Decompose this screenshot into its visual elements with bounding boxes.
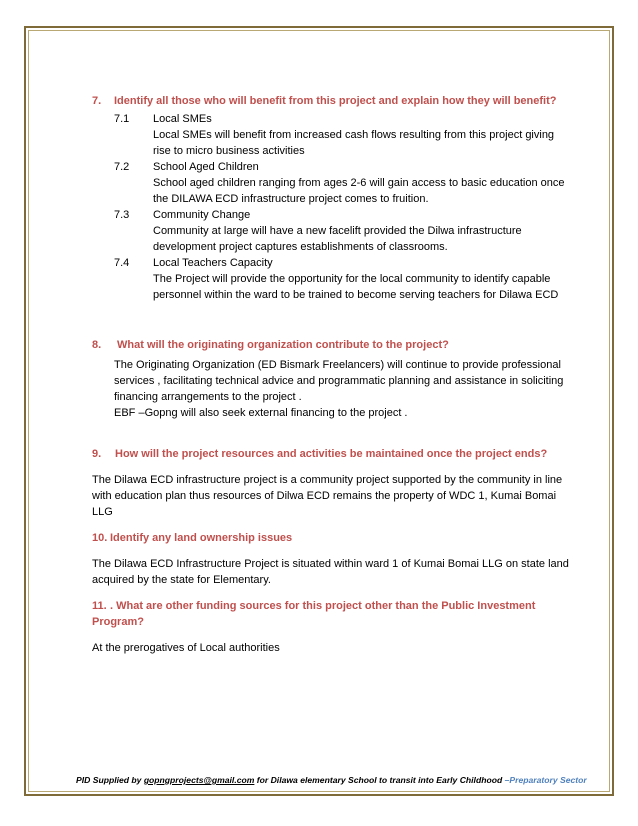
question-8-heading [92, 337, 572, 353]
question-number: 7. [92, 95, 102, 107]
question-9-answer: The Dilawa ECD infrastructure project is a community project supported by the community in line with education plan thus resources of Dilwa ECD remains the property of WDC 1, Kumai Bomai LLG [92, 474, 563, 518]
page-footer [76, 774, 587, 786]
question-title: . What are other funding sources for this project other than the Public Investment Program? [92, 600, 536, 628]
footer-prefix: PID Supplied by [76, 775, 144, 785]
item-text: School aged children ranging from ages 2-6 will gain access to basic education once the DILAWA ECD infrastructure project comes to fruition. [153, 177, 565, 205]
item-text: Local SMEs will benefit from increased cash flows resulting from this project giving rise to micro business activities [153, 129, 555, 157]
list-item [114, 207, 572, 255]
answer-text: EBF –Gopng will also seek external financing to the project . [114, 407, 408, 419]
footer-highlight: –Preparatory Sector [504, 775, 587, 785]
question-10-heading [92, 530, 572, 546]
item-text: Community at large will have a new facelift provided the Dilwa infrastructure development project captures establishments of classrooms. [153, 225, 522, 253]
item-number: 7.2 [114, 161, 130, 173]
question-11-answer: At the prerogatives of Local authorities [92, 642, 280, 654]
item-title: Local SMEs [153, 113, 212, 125]
item-title: School Aged Children [153, 161, 259, 173]
list-item [114, 255, 572, 303]
item-title: Community Change [153, 209, 251, 221]
question-7-heading [92, 93, 572, 109]
question-9-heading [92, 446, 572, 462]
item-number: 7.4 [114, 257, 130, 269]
item-number: 7.3 [114, 209, 130, 221]
item-text: The Project will provide the opportunity for the local community to identify capable personnel within the ward to be trained to become serving teachers for Dilawa ECD [153, 273, 559, 301]
question-number: 11. [92, 600, 107, 612]
question-title: What will the originating organization contribute to the project? [117, 339, 449, 351]
document-body [92, 93, 572, 656]
list-item [114, 111, 572, 159]
item-title: Local Teachers Capacity [153, 257, 273, 269]
question-8-answer [114, 357, 572, 421]
question-number: 9. [92, 448, 102, 460]
question-title: How will the project resources and activities be maintained once the project ends? [115, 448, 548, 460]
question-11-heading [92, 598, 572, 630]
footer-email-link[interactable]: gopngprojects@gmail.com [143, 775, 255, 785]
question-number: 10. [92, 532, 108, 544]
list-item [114, 159, 572, 207]
question-title: Identify all those who will benefit from this project and explain how they will benefit? [114, 95, 557, 107]
question-10-answer: The Dilawa ECD Infrastructure Project is situated within ward 1 of Kumai Bomai LLG on state land acquired by the state for Elementary. [92, 558, 569, 586]
question-7-items [114, 111, 572, 303]
question-title: Identify any land ownership issues [110, 532, 293, 544]
footer-middle: for Dilawa elementary School to transit into Early Childhood [254, 775, 505, 785]
item-number: 7.1 [114, 113, 130, 125]
answer-text: The Originating Organization (ED Bismark Freelancers) will continue to provide professional services , facilitating technical advice and programmatic planning and assistance in soliciting financing arrangements to the project . [114, 359, 564, 403]
question-number: 8. [92, 339, 102, 351]
